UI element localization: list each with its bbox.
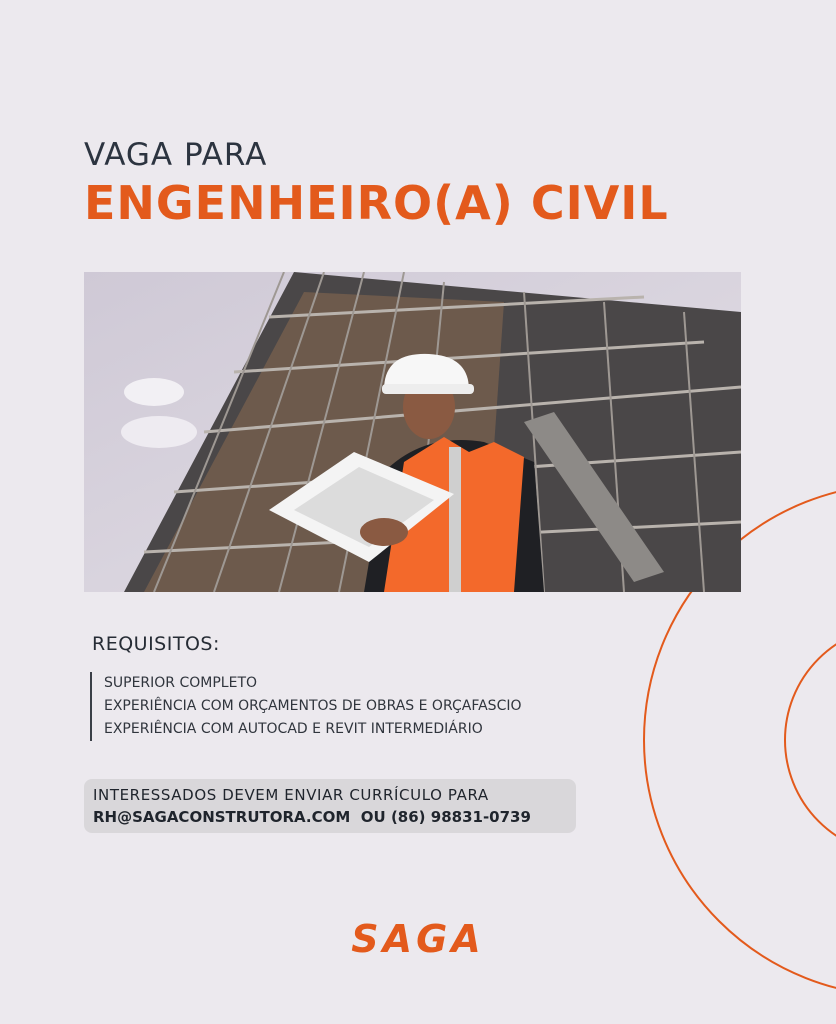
list-item: EXPERIÊNCIA COM ORÇAMENTOS DE OBRAS E ORÇAFASCIO (104, 698, 522, 714)
contact-phone[interactable]: (86) 98831-0739 (390, 808, 531, 826)
job-title: ENGENHEIRO(A) CIVIL (84, 176, 669, 230)
job-subtitle: VAGA PARA (84, 137, 268, 173)
list-item: SUPERIOR COMPLETO (104, 675, 258, 691)
contact-separator: OU (360, 808, 386, 826)
logo-text: SAGA (351, 917, 485, 960)
contact-email[interactable]: RH@SAGACONSTRUTORA.COM (93, 808, 351, 826)
hero-photo (84, 272, 741, 592)
contact-box (84, 779, 576, 833)
list-item: EXPERIÊNCIA COM AUTOCAD E REVIT INTERMEDIÁRIO (104, 721, 483, 737)
contact-details (93, 806, 576, 828)
saga-logo (333, 916, 503, 960)
requirements-list (90, 672, 522, 741)
contact-instruction: INTERESSADOS DEVEM ENVIAR CURRÍCULO PARA (93, 786, 489, 804)
requirements-title: REQUISITOS: (92, 633, 220, 655)
